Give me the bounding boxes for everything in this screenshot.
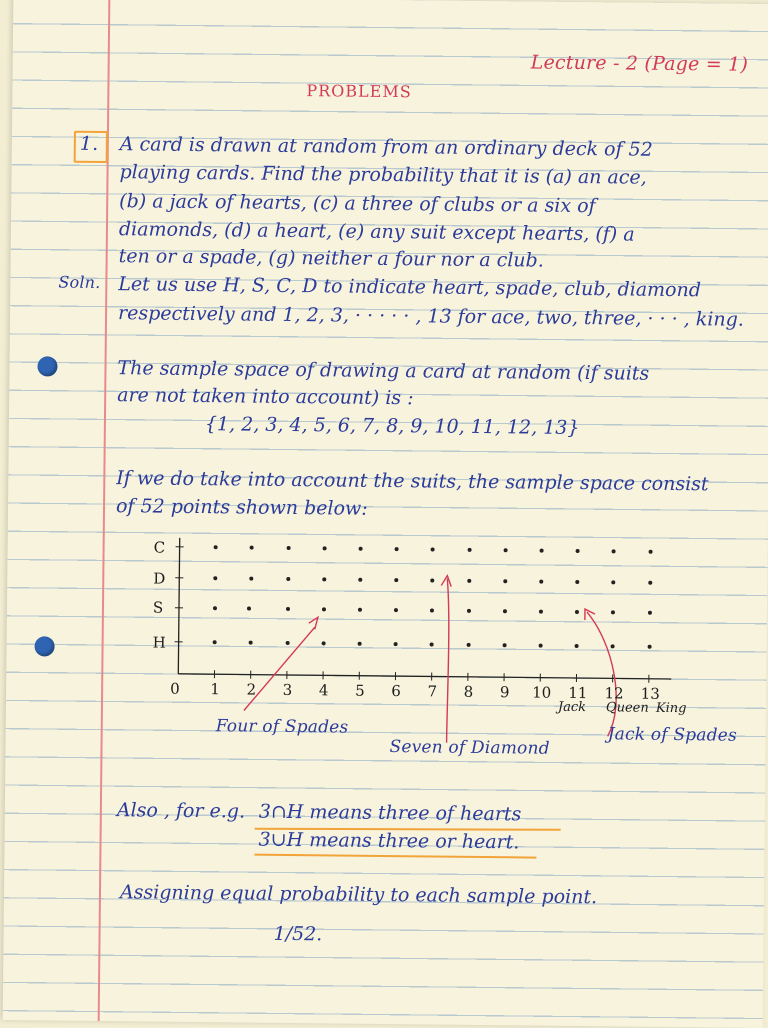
also-line-2: 3∪H means three or heart.	[258, 829, 519, 854]
sample-point-h-13	[647, 645, 651, 649]
annotation-jack-of-spades: Jack of Spades	[608, 724, 737, 745]
arrowhead-jack-of-spades	[585, 609, 595, 620]
also-line-1: 3∩H means three of hearts	[259, 801, 522, 826]
face-label-queen: Queen	[606, 700, 649, 715]
page-title: PROBLEMS	[306, 81, 412, 101]
sample-point-h-3	[285, 641, 289, 645]
face-label-king: King	[656, 701, 687, 716]
sample-point-h-9	[502, 643, 506, 647]
arrowhead-four-of-spades	[309, 617, 318, 629]
x-label-11: 11	[568, 684, 587, 702]
sample-point-d-4	[322, 577, 326, 581]
sample-point-s-3	[286, 607, 290, 611]
x-label-1: 1	[210, 680, 220, 698]
x-label-8: 8	[464, 683, 474, 701]
face-label-jack: Jack	[558, 700, 586, 715]
suits-line: of 52 points shown below:	[116, 495, 368, 520]
x-label-6: 6	[391, 682, 401, 700]
x-axis	[178, 674, 671, 679]
sample-space-line: The sample space of drawing a card at random (if suits	[117, 357, 649, 385]
solution-line: Let us use H, S, C, D to indicate heart, spade, club, diamond	[118, 273, 701, 301]
x-label-7: 7	[427, 682, 437, 700]
problem-line: playing cards. Find the probability that it is (a) an ace,	[119, 161, 646, 189]
sample-point-d-13	[648, 581, 652, 585]
sample-point-s-4	[322, 607, 326, 611]
sample-point-s-8	[467, 609, 471, 613]
row-label-c: C	[154, 539, 166, 557]
sample-point-s-13	[648, 611, 652, 615]
arrowhead-seven-of-diamond	[441, 576, 451, 587]
row-label-d: D	[153, 570, 165, 588]
lecture-header: Lecture - 2 (Page = 1)	[531, 51, 749, 75]
sample-point-c-13	[648, 550, 652, 554]
problem-line: diamonds, (d) a heart, (e) any suit except hearts, (f) a	[119, 218, 635, 245]
also-prefix: Also , for e.g.	[117, 799, 245, 822]
sample-point-s-9	[503, 609, 507, 613]
sample-point-c-5	[359, 547, 363, 551]
x-label-5: 5	[355, 682, 365, 700]
x-label-3: 3	[283, 681, 293, 699]
sample-point-d-3	[286, 577, 290, 581]
sample-point-s-5	[358, 608, 362, 612]
problem-line: ten or a spade, (g) neither a four nor a club.	[119, 245, 544, 271]
arrow-jack-of-spades	[586, 612, 617, 736]
x-label-10: 10	[532, 684, 551, 702]
sample-point-h-10	[539, 644, 543, 648]
plot-axes	[3, 0, 768, 1028]
annotation-seven-of-diamond: Seven of Diamond	[389, 737, 549, 759]
sample-point-c-8	[467, 548, 471, 552]
x-label-9: 9	[500, 683, 510, 701]
row-label-h: H	[153, 634, 166, 652]
x-ticks	[174, 547, 650, 683]
sample-point-d-5	[358, 578, 362, 582]
sample-space-set: {1, 2, 3, 4, 5, 6, 7, 8, 9, 10, 11, 12, 13}	[205, 413, 580, 439]
sample-point-h-5	[358, 642, 362, 646]
sample-point-d-9	[503, 579, 507, 583]
arrow-seven-of-diamond	[446, 579, 450, 743]
sample-point-c-10	[540, 549, 544, 553]
row-label-s: S	[153, 599, 163, 617]
solution-line: respectively and 1, 2, 3, · · · · · , 13 for ace, two, three, · · · , king.	[118, 302, 744, 331]
sample-point-c-9	[503, 548, 507, 552]
x-label-4: 4	[319, 681, 329, 699]
sample-point-d-10	[539, 580, 543, 584]
assign-text: Assigning equal probability to each sample point.	[120, 881, 597, 908]
sample-point-c-4	[322, 546, 326, 550]
sample-point-h-4	[321, 641, 325, 645]
assign-value: 1/52.	[273, 923, 322, 946]
y-axis	[178, 538, 179, 674]
x-label-2: 2	[246, 681, 256, 699]
sample-point-c-3	[286, 546, 290, 550]
sample-point-h-8	[466, 643, 470, 647]
solution-label: Soln.	[58, 273, 100, 292]
problem-line: (b) a jack of hearts, (c) a three of clubs or a six of	[119, 190, 596, 217]
problem-line: A card is drawn at random from an ordinary deck of 52	[120, 133, 653, 161]
sample-point-s-10	[539, 610, 543, 614]
notebook-page	[3, 0, 768, 1028]
x-label-13: 13	[641, 685, 660, 703]
sample-space-plot	[3, 0, 768, 1028]
x-label-0: 0	[170, 680, 180, 698]
problem-number: 1.	[80, 133, 99, 155]
sample-point-d-8	[467, 579, 471, 583]
sample-space-line: are not taken into account) is :	[117, 384, 414, 409]
annotation-four-of-spades: Four of Spades	[216, 716, 349, 737]
x-label-12: 12	[604, 684, 623, 702]
suits-line: If we do take into account the suits, the sample space consist	[116, 467, 709, 495]
